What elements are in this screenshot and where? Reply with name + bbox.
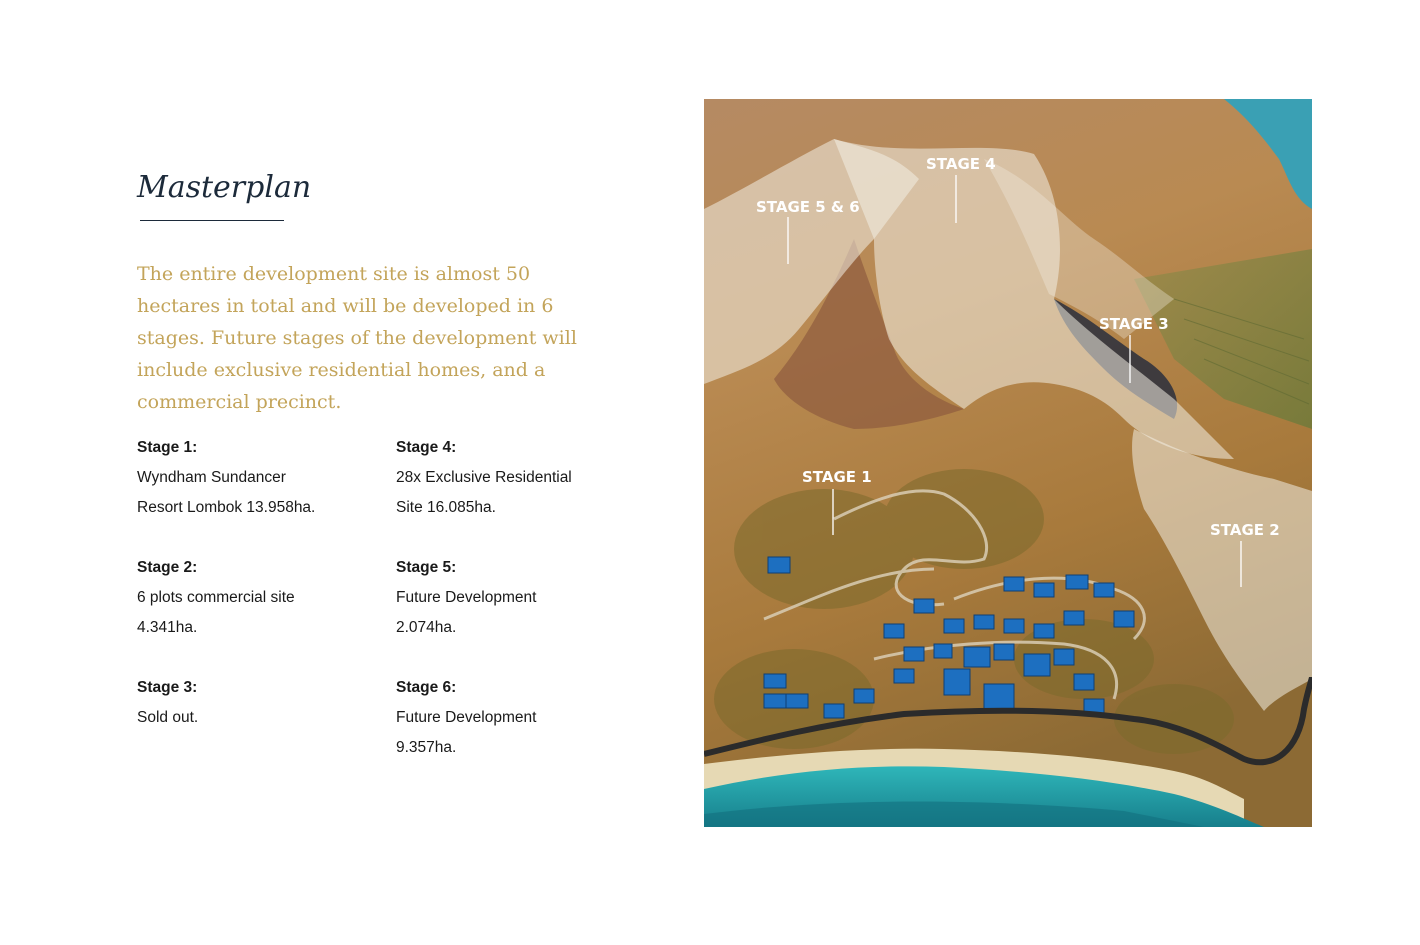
stage-description: 9.357ha. <box>396 739 457 756</box>
stage-description: Wyndham Sundancer <box>137 469 286 486</box>
stage-description: 4.341ha. <box>137 619 198 636</box>
stages-list <box>137 433 637 763</box>
map-label-stage-1: STAGE 1 <box>802 468 872 486</box>
stage-item-2 <box>137 553 396 643</box>
stage-description: Future Development <box>396 589 537 606</box>
map-label-stage-5-6: STAGE 5 & 6 <box>756 198 860 216</box>
stage-title: Stage 1: <box>137 439 198 456</box>
stage-description: Future Development <box>396 709 537 726</box>
stage-title: Stage 2: <box>137 559 198 576</box>
stage-item-1 <box>137 433 396 523</box>
stage-description: Resort Lombok 13.958ha. <box>137 499 316 516</box>
stage-title: Stage 3: <box>137 679 198 696</box>
aerial-map-illustration <box>704 99 1312 827</box>
map-label-stage-4: STAGE 4 <box>926 155 996 173</box>
stage-description: Sold out. <box>137 709 199 726</box>
map-label-stage-3: STAGE 3 <box>1099 315 1169 333</box>
title-underline <box>140 220 284 221</box>
stage-description: 2.074ha. <box>396 619 457 636</box>
stage-title: Stage 6: <box>396 679 457 696</box>
stage-item-6 <box>396 673 637 763</box>
stage-description: 6 plots commercial site <box>137 589 295 606</box>
intro-paragraph: The entire development site is almost 50 hectares in total and will be developed in 6 stages. Future stages of the development will include exclusive residential homes, and a commercial precinct. <box>137 263 577 413</box>
stage-title: Stage 5: <box>396 559 457 576</box>
stage-title: Stage 4: <box>396 439 457 456</box>
stage-description: 28x Exclusive Residential <box>396 469 572 486</box>
map-label-stage-2: STAGE 2 <box>1210 521 1280 539</box>
stage-item-5 <box>396 553 637 643</box>
stage-description: Site 16.085ha. <box>396 499 496 516</box>
stage-item-4 <box>396 433 637 523</box>
page-title: Masterplan <box>137 170 312 205</box>
aerial-masterplan-image <box>704 99 1312 827</box>
stage-item-3 <box>137 673 396 763</box>
